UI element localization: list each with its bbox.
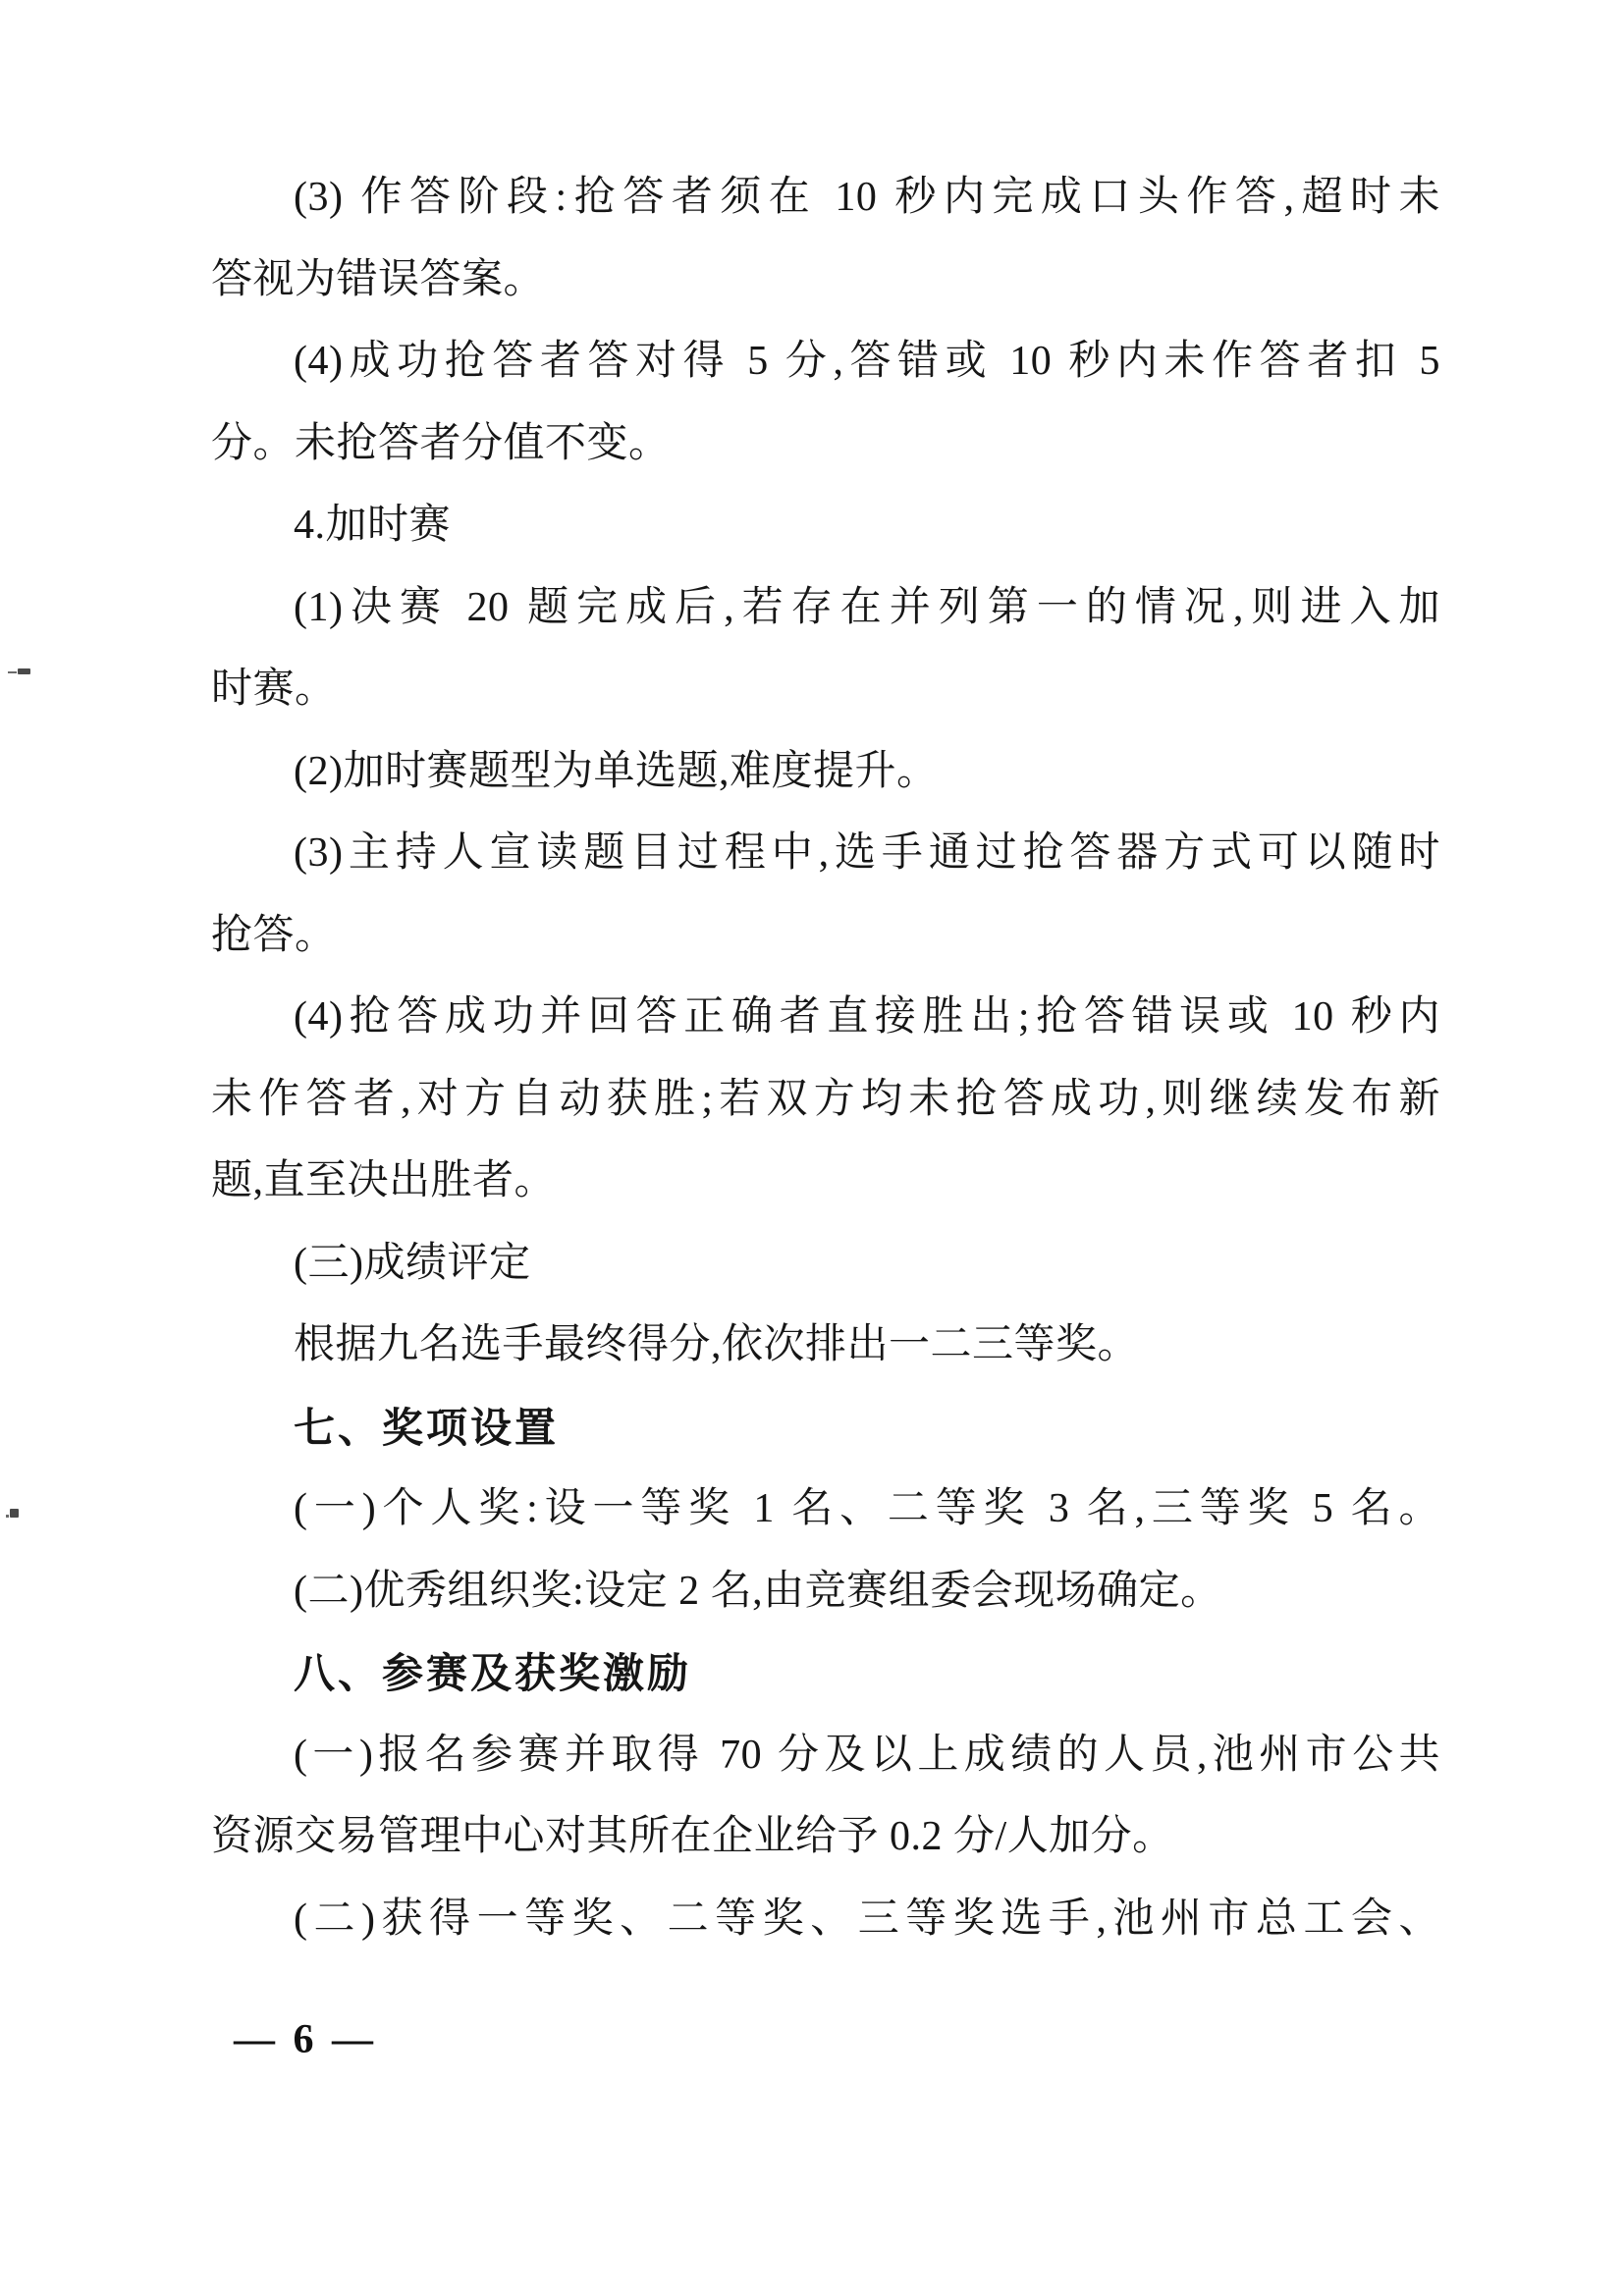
text-line: (3)主持人宣读题目过程中,选手通过抢答器方式可以随时 (294, 830, 1440, 876)
text-line: (三)成绩评定 (294, 1240, 531, 1286)
section-heading: 八、参赛及获奖激励 (294, 1650, 692, 1696)
text-line: 根据九名选手最终得分,依次排出一二三等奖。 (294, 1322, 1140, 1367)
text-line: 分。未抢答者分值不变。 (211, 420, 671, 466)
text-line: 答视为错误答案。 (211, 256, 546, 302)
text-line: (4)成功抢答者答对得 5 分,答错或 10 秒内未作答者扣 5 (294, 339, 1440, 384)
text-line: (二)获得一等奖、二等奖、三等奖选手,池州市总工会、 (294, 1896, 1440, 1942)
text-line: 资源交易管理中心对其所在企业给予 0.2 分/人加分。 (211, 1814, 1174, 1859)
text-line: 抢答。 (211, 912, 337, 958)
text-line: (1)决赛 20 题完成后,若存在并列第一的情况,则进入加 (294, 584, 1440, 630)
scan-speck-2 (10, 1509, 19, 1518)
text-line: 未作答者,对方自动获胜;若双方均未抢答成功,则继续发布新 (211, 1076, 1440, 1122)
page-number: — 6 — (234, 2017, 377, 2062)
text-line: (4)抢答成功并回答正确者直接胜出;抢答错误或 10 秒内 (294, 994, 1440, 1040)
text-line: (3) 作答阶段:抢答者须在 10 秒内完成口头作答,超时未 (294, 175, 1440, 220)
scan-speck-1 (18, 668, 30, 674)
text-line: (一)个人奖:设一等奖 1 名、二等奖 3 名,三等奖 5 名。 (294, 1486, 1440, 1531)
text-line: (一)报名参赛并取得 70 分及以上成绩的人员,池州市公共 (294, 1732, 1440, 1778)
text-line: (2)加时赛题型为单选题,难度提升。 (294, 748, 939, 794)
text-line: (二)优秀组织奖:设定 2 名,由竞赛组委会现场确定。 (294, 1568, 1222, 1614)
section-heading: 七、奖项设置 (294, 1404, 560, 1451)
text-line: 4.加时赛 (294, 503, 452, 548)
text-line: 题,直至决出胜者。 (211, 1158, 557, 1203)
document-body (211, 157, 1440, 1960)
text-line: 时赛。 (211, 667, 337, 712)
